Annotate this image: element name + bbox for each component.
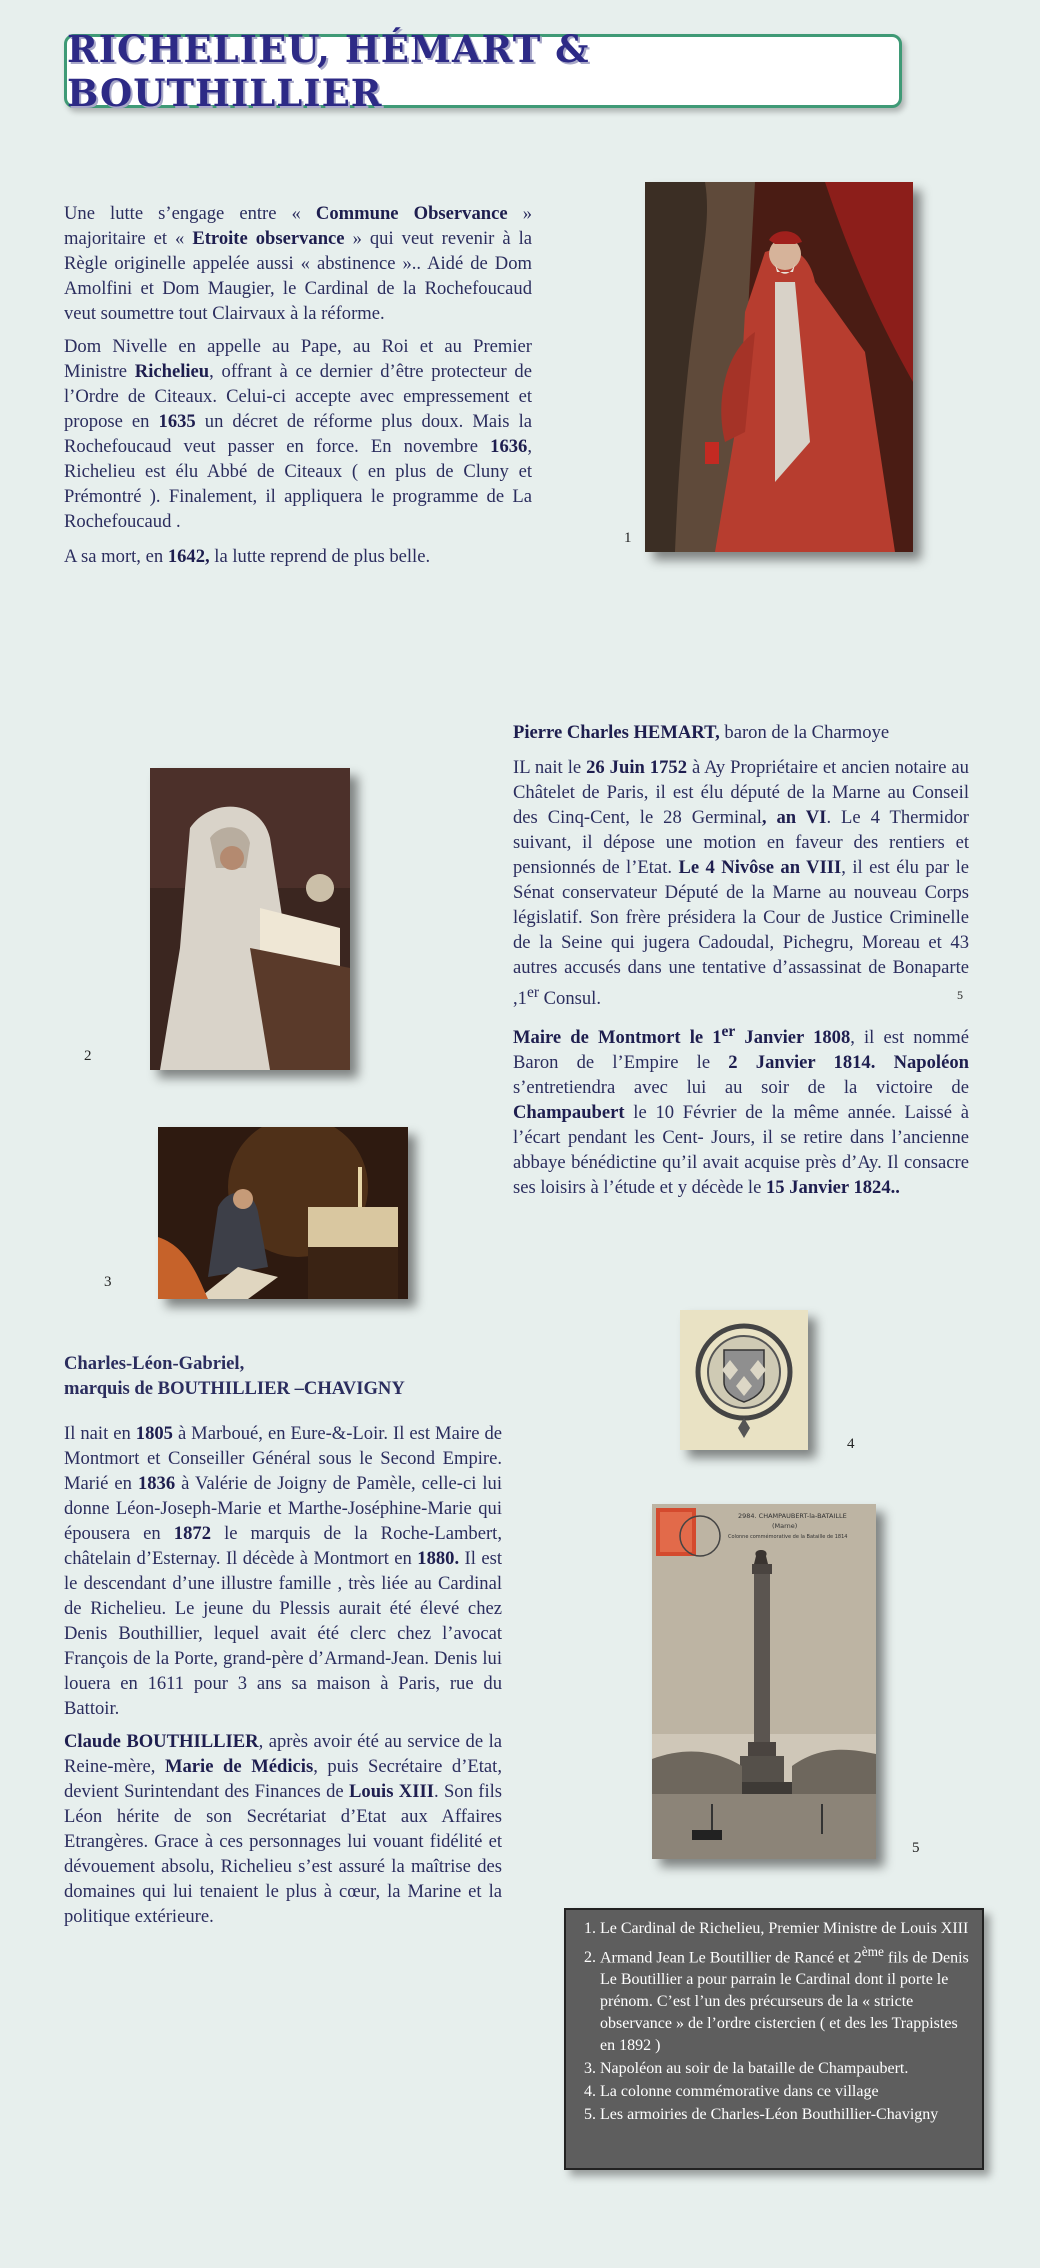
text-run: Richelieu [134,361,210,382]
hemart-heading-title: baron de la Charmoye [719,722,890,743]
text-run: Il nait en [64,1423,136,1444]
hemart-heading-name: Pierre Charles HEMART, [513,722,720,743]
caption-number-2: 2 [84,1048,92,1064]
legend-item-4 [600,2081,972,2103]
caption-number-4: 4 [847,1436,855,1452]
text-run: , offrant à ce dernier d’être protecteur de l’Ordre de Citeaux. Celui-ci accepte avec empressement et propose en [64,361,532,432]
text-run: un décret de réforme plus doux. Mais la Rochefoucaud veut passer en force. En novembre [64,411,532,457]
text-run: le 10 Février de la même année. Laissé à l’écart pendant les Cent- Jours, il se retire dans l’ancienne abbaye bénédictine qu’il avait acquise près d’Ay. Il consacre ses loisirs à l’étude et y décède le [513,1102,969,1199]
text-run: Etroite observance [192,228,345,249]
text-run: Marie de Médicis [164,1756,314,1777]
text-run: Napoléon au soir de la bataille de Champaubert. [600,2060,909,2078]
text-run: à Ay Propriétaire et ancien notaire au Châtelet de Paris, il est élu député de la Marne au Conseil des Cinq-Cent, le 28 Germinal [513,757,969,828]
postcard-top-label: 2984. CHAMPAUBERT-la-BATAILLE [738,1512,847,1520]
text-run: 1635 [158,411,196,432]
legend-list [566,1918,972,2126]
text-run: 1880. [417,1548,460,1569]
text-run: , il est élu par le Sénat conservateur Député de la Marne au nouveau Corps législatif. Son frère présidera la Cour de Justice Criminelle de la Seine qui jugera Cadoudal, Pichegru, Moreau et 43 autres accusés dans une tentative d’assassinat de Bonaparte ,1 [513,857,969,1010]
text-run: , an VI [761,807,827,828]
richelieu-portrait-image [645,182,913,552]
hemart-paragraph-2 [513,1019,969,1200]
text-run: Dom Nivelle en appelle au Pape, au Roi et au Premier Ministre [64,336,532,382]
caption-number-3: 3 [104,1274,112,1290]
richelieu-paragraph-3 [64,544,532,569]
text-run: 15 Janvier 1824.. [766,1177,900,1199]
title-banner [64,27,902,115]
text-run: 2 Janvier 1814. Napoléon [728,1052,969,1074]
text-run: Claude BOUTHILLIER [64,1731,259,1752]
caption-number-5: 5 [912,1840,920,1856]
text-run: Le 4 Nivôse an VIII [678,857,842,878]
bouthillier-heading [64,1351,502,1401]
text-run: à Marboué, en Eure-&-Loir. Il est Maire de Montmort et Conseiller Général sous le Second Empire. Marié en [64,1423,502,1494]
bouthillier-heading-line-1: Charles-Léon-Gabriel, [64,1353,245,1374]
text-run: à Valérie de Joigny de Pamèle, celle-ci lui donne Léon-Joseph-Marie et Marthe-Joséphine-Marie qui épousera en [64,1473,502,1544]
text-run: Louis XIII [349,1781,434,1802]
text-run: » majoritaire et « [64,203,532,249]
hemart-heading [513,720,969,745]
text-run: . Son fils Léon hérite de son Secrétariat d’Etat aux Affaires Etrangères. Grace à ces personnages lui vouant fidélité et dévouement absolu, Richelieu s’est assuré la maîtrise des domaines qui lui tenaient le plus à cœur, la Marine et la politique extérieure. [64,1781,503,1927]
text-run: ème [861,1944,884,1959]
text-run: le marquis de la Roche-Lambert, châtelain d’Esternay. Il décède à Montmort en [64,1523,502,1569]
legend-item-5 [600,2104,972,2126]
text-run: Commune Observance [315,203,508,224]
text-run: 1805 [135,1423,173,1444]
text-run: er [526,984,539,1001]
rance-monk-portrait-image [150,768,350,1070]
text-run: Les armoiries de Charles-Léon Bouthillier-Chavigny [600,2106,939,2124]
bouthillier-paragraph-2 [64,1729,502,1929]
text-run: Armand Jean Le Boutillier de Rancé et 2 [600,1949,862,1967]
text-run: Consul. [539,988,601,1010]
postcard-sub-label: (Marne) [772,1522,798,1530]
page-title: RICHELIEU, HÉMART & BOUTHILLIER [67,27,590,115]
text-run: er [721,1023,736,1041]
coat-of-arms-image [680,1310,808,1450]
text-run: Il est le descendant d’une illustre famille , très liée au Cardinal de Richelieu. Le jeune du Plessis aurait été élevé chez Denis Bouthillier, lequel avait été clerc chez l’avocat François de la Porte, grand-père d’Armand-Jean. Denis lui louera en 1611 pour 3 ans sa maison à Paris, rue du Battoir. [64,1548,502,1719]
richelieu-text [64,201,532,577]
text-run: Maire de Montmort le 1 [513,1027,722,1049]
text-run: , puis Secrétaire d’Etat, devient Surintendant des Finances de [64,1756,502,1802]
text-run: fils de Denis Le Boutillier a pour parrain le Cardinal dont il porte le prénom. C’est l’un des précurseurs de la « stricte observance » de l’ordre cistercien ( et des les Trappistes en 1892 ) [600,1949,969,2055]
hemart-paragraph-1 [513,755,969,1011]
hemart-text [513,720,969,1208]
bouthillier-heading-line-2: marquis de BOUTHILLIER –CHAVIGNY [64,1378,405,1399]
richelieu-paragraph-1 [64,201,532,326]
text-run: Le Cardinal de Richelieu, Premier Ministre de Louis XIII [600,1920,969,1937]
picture-legend-box [564,1908,984,2170]
text-run: Janvier 1808 [735,1027,851,1049]
column-postcard-image [652,1504,876,1859]
text-run: 1636 [490,436,528,457]
text-run: , Richelieu est élu Abbé de Citeaux ( en plus de Cluny et Prémontré ). Finalement, il appliquera le programme de La Rochefoucaud . [64,436,532,532]
text-run: , après avoir été au service de la Reine-mère, [64,1731,502,1777]
text-run: A sa mort, en [64,546,168,567]
bouthillier-paragraph-1 [64,1421,502,1721]
legend-item-1 [600,1918,972,1940]
text-run: , il est nommé Baron de l’Empire le [513,1027,969,1074]
text-run: 1642, [167,546,210,567]
text-run: la lutte reprend de plus belle. [209,546,431,567]
stray-number: 5 [957,988,963,1002]
text-run: Une lutte s’engage entre « [64,203,316,224]
text-run: » qui veut revenir à la Règle originelle appelée aussi « abstinence ».. Aidé de Dom Amolfini et Dom Maugier, le Cardinal de la Rochefoucaud veut soumettre tout Clairvaux à la réforme. [64,228,532,324]
text-run: s’entretiendra avec lui au soir de la victoire de [513,1077,969,1099]
bouthillier-text [64,1351,502,1937]
richelieu-paragraph-2 [64,334,532,534]
legend-item-2 [600,1941,972,2057]
text-run: IL nait le [513,757,587,778]
postcard-sub-label-2: Colonne commémorative de la Bataille de 1814 [728,1534,848,1540]
caption-number-1: 1 [624,530,632,546]
napoleon-painting-image [158,1127,408,1299]
text-run: 26 Juin 1752 [586,757,687,778]
text-run: La colonne commémorative dans ce village [600,2083,879,2101]
legend-item-3 [600,2058,972,2080]
text-run: Champaubert [513,1102,625,1124]
text-run: 1872 [173,1523,211,1544]
text-run: 1836 [137,1473,176,1494]
text-run: . Le 4 Thermidor suivant, il dépose une motion en faveur des rentiers et pensionnés de l’Etat. [513,807,970,878]
